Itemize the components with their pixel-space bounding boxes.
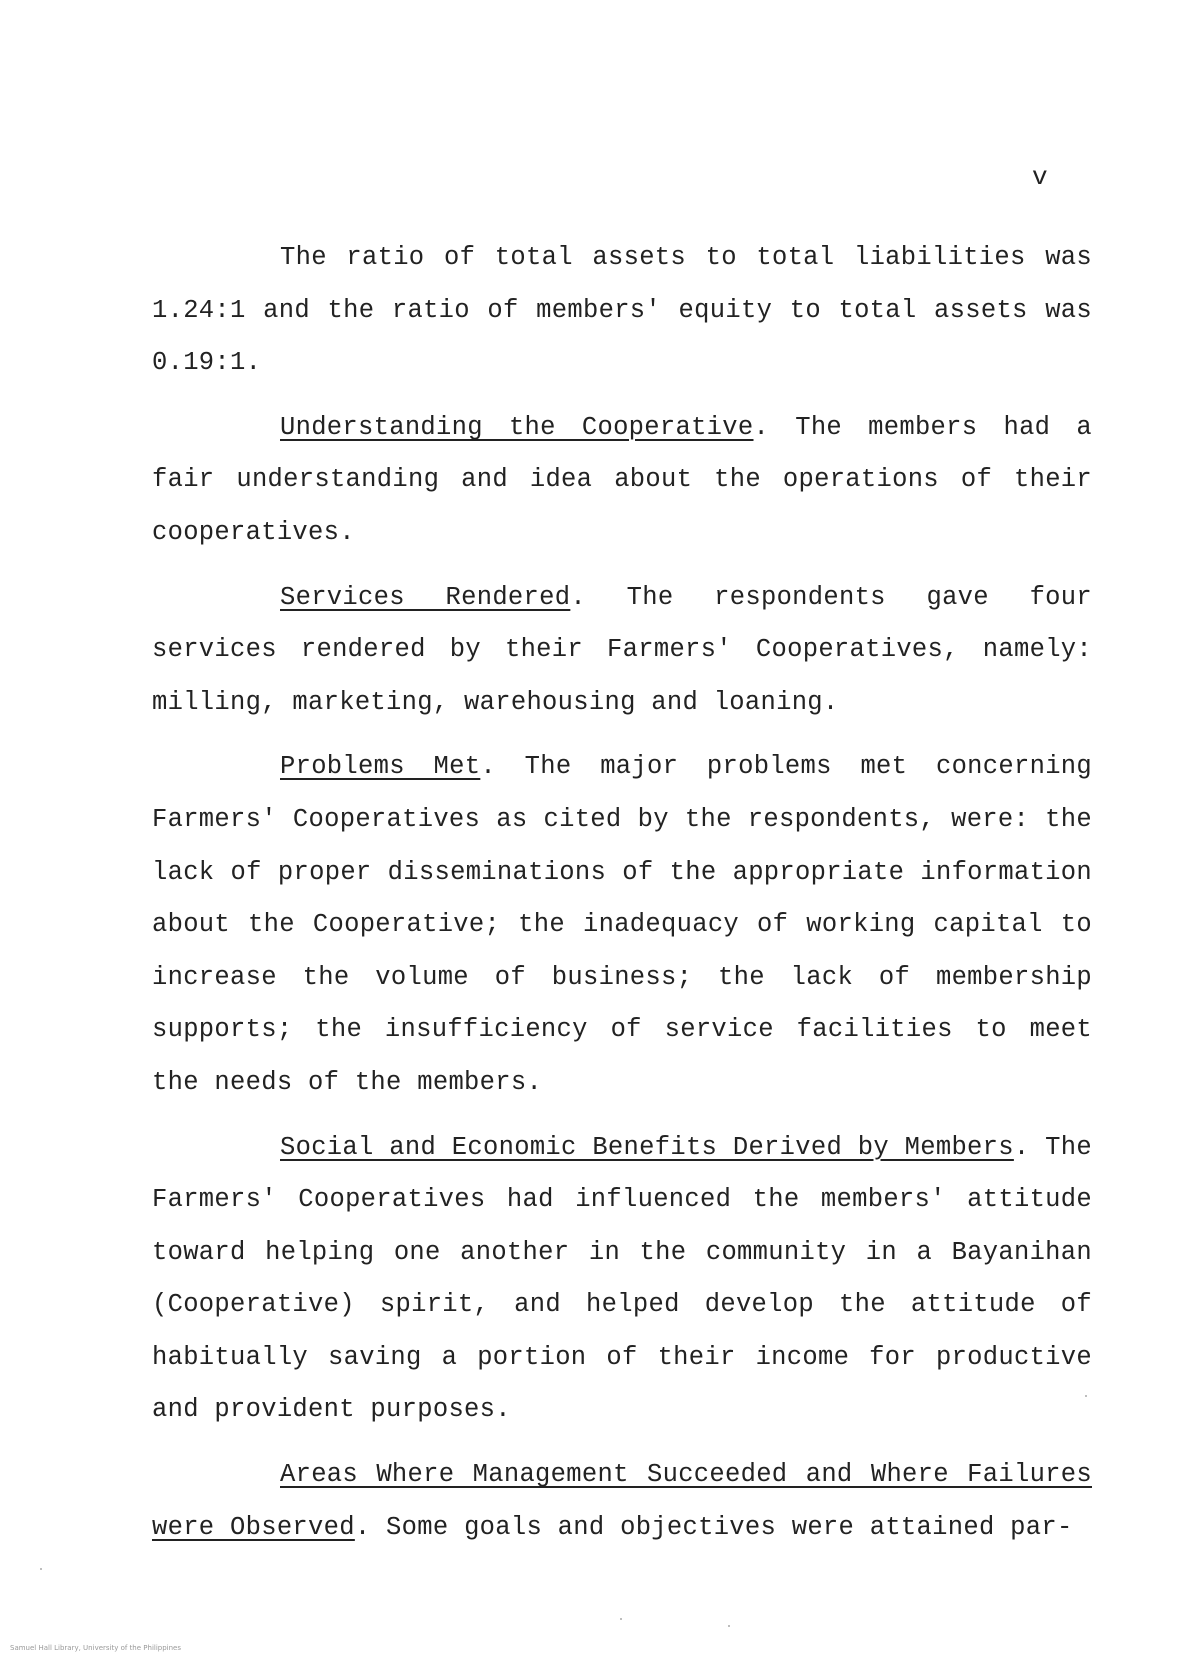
- section-heading-benefits: Social and Economic Benefits Derived by Members: [280, 1132, 1014, 1162]
- paragraph-benefits: [152, 1122, 1092, 1438]
- scan-speck: [728, 1625, 730, 1627]
- section-heading-management: Areas Where Management Succeeded and Where Failures were Observed: [152, 1460, 1092, 1542]
- paragraph-text: The respondents gave four services rendered by their Farmers' Cooperatives, namely: milling, marketing, warehousing and loaning.: [152, 582, 1092, 717]
- section-heading-problems: Problems Met: [280, 752, 481, 782]
- paragraph-text: The members had a fair understanding and idea about the operations of their cooperatives.: [152, 412, 1092, 547]
- heading-period: .: [354, 1512, 371, 1542]
- heading-period: .: [753, 412, 770, 442]
- scan-speck: [40, 1568, 42, 1570]
- paragraph-text: The ratio of total assets to total liabilities was 1.24:1 and the ratio of members' equity to total assets was 0.19:1.: [152, 243, 1092, 378]
- paragraph-text: Some goals and objectives were attained par-: [370, 1512, 1073, 1542]
- paragraph-ratios: [152, 232, 1092, 390]
- document-body: [152, 232, 1092, 1566]
- paragraph-problems: [152, 741, 1092, 1109]
- paragraph-text: The Farmers' Cooperatives had influenced the members' attitude toward helping one another in the community in a Bayanihan (Cooperative) spirit, and helped develop the attitude of habitually saving a portion of their income for productive and provident purposes.: [152, 1132, 1092, 1425]
- section-heading-understanding: Understanding the Cooperative: [280, 412, 754, 442]
- section-heading-services: Services Rendered: [280, 582, 571, 612]
- page-number: v: [1032, 162, 1048, 192]
- heading-period: .: [570, 582, 586, 612]
- heading-period: .: [480, 752, 496, 782]
- paragraph-services: [152, 572, 1092, 730]
- footer-note: Samuel Hall Library, University of the Philippines: [10, 1644, 181, 1652]
- scan-speck: [620, 1618, 622, 1620]
- paragraph-management: [152, 1449, 1092, 1554]
- heading-period: .: [1013, 1132, 1030, 1162]
- paragraph-text: The major problems met concerning Farmers' Cooperatives as cited by the respondents, were: the lack of proper disseminations of the appropriate information about the Cooperative; the inadequacy of working capital to increase the volume of business; the lack of membership supports; the insufficiency of service facilities to meet the needs of the members.: [152, 752, 1092, 1097]
- paragraph-understanding: [152, 402, 1092, 560]
- scan-speck: [1085, 1395, 1087, 1397]
